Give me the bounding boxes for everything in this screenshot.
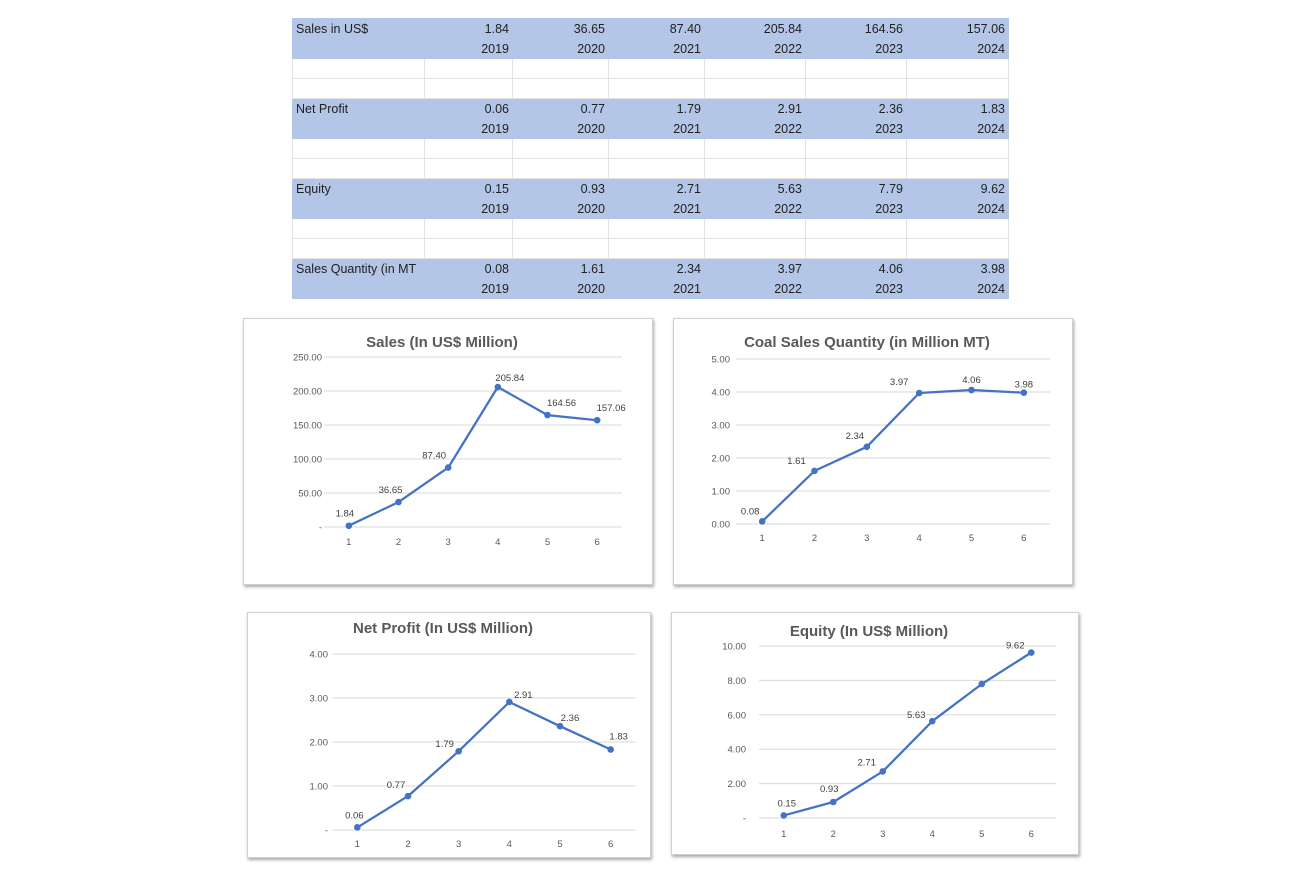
- x-tick-label: 5: [979, 829, 985, 840]
- year-cell: 2023: [806, 199, 907, 219]
- data-point: [545, 412, 551, 418]
- x-tick-label: 6: [608, 839, 614, 850]
- empty-cell: [806, 219, 907, 239]
- row-label: Sales Quantity (in MT: [293, 259, 425, 279]
- data-label: 9.62: [1006, 640, 1025, 652]
- empty-cell: [609, 159, 705, 179]
- value-cell: 2.71: [609, 179, 705, 199]
- year-cell: 2024: [907, 199, 1009, 219]
- year-cell: 2024: [907, 119, 1009, 139]
- year-cell: 2020: [513, 279, 609, 299]
- empty-cell: [425, 139, 513, 159]
- data-point: [594, 417, 600, 423]
- x-tick-label: 1: [781, 829, 787, 840]
- x-tick-label: 2: [830, 829, 836, 840]
- data-point: [812, 468, 818, 474]
- value-cell: 9.62: [907, 179, 1009, 199]
- y-tick-label: 200.00: [292, 386, 322, 398]
- data-point: [759, 519, 765, 525]
- data-point: [346, 523, 352, 529]
- y-tick-label: 50.00: [298, 488, 322, 500]
- value-cell: 2.34: [609, 259, 705, 279]
- data-point: [979, 681, 985, 687]
- x-tick-label: 4: [929, 829, 935, 840]
- empty-cell: [293, 119, 425, 139]
- data-table: [292, 18, 1009, 299]
- x-tick-label: 1: [354, 839, 360, 850]
- value-cell: 87.40: [609, 19, 705, 39]
- empty-cell: [513, 159, 609, 179]
- data-label: 3.97: [889, 376, 909, 388]
- data-label: 36.65: [378, 485, 403, 497]
- data-point: [864, 444, 870, 450]
- empty-cell: [513, 239, 609, 259]
- value-cell: 205.84: [705, 19, 806, 39]
- x-tick-label: 3: [456, 839, 462, 850]
- chart-svg: [244, 319, 652, 584]
- y-tick-label: 100.00: [292, 454, 322, 466]
- row-label: Equity: [293, 179, 425, 199]
- data-label: 5.63: [907, 710, 926, 722]
- data-label: 87.40: [422, 450, 447, 462]
- x-tick-label: 1: [346, 537, 352, 548]
- data-label: 157.06: [596, 403, 626, 415]
- empty-cell: [293, 159, 425, 179]
- empty-cell: [293, 279, 425, 299]
- year-cell: 2019: [425, 199, 513, 219]
- year-cell: 2021: [609, 39, 705, 59]
- chart-title: Sales (In US$ Million): [366, 334, 518, 351]
- y-tick-label: 4.00: [727, 744, 746, 756]
- year-cell: 2023: [806, 119, 907, 139]
- value-cell: 2.91: [705, 99, 806, 119]
- empty-cell: [907, 219, 1009, 239]
- value-cell: 3.98: [907, 259, 1009, 279]
- data-label: 1.83: [609, 731, 628, 743]
- empty-cell: [705, 79, 806, 99]
- empty-cell: [705, 139, 806, 159]
- y-tick-label: 5.00: [711, 354, 730, 366]
- equity-chart: [671, 612, 1079, 855]
- empty-cell: [425, 79, 513, 99]
- net-profit-chart: [247, 612, 651, 858]
- x-tick-label: 5: [557, 839, 563, 850]
- chart-title: Coal Sales Quantity (in Million MT): [744, 334, 990, 351]
- data-label: 1.61: [787, 455, 806, 467]
- table-row: [293, 259, 1009, 279]
- x-tick-label: 5: [544, 537, 551, 548]
- year-cell: 2021: [609, 279, 705, 299]
- empty-cell: [293, 39, 425, 59]
- x-tick-label: 2: [395, 537, 402, 548]
- data-label: 164.56: [546, 398, 577, 410]
- y-tick-label: 2.00: [727, 779, 746, 791]
- data-point: [781, 813, 787, 819]
- table-row: [293, 19, 1009, 39]
- y-tick-label: 4.00: [309, 649, 328, 661]
- empty-cell: [806, 79, 907, 99]
- x-tick-label: 4: [916, 533, 922, 544]
- table-row: [293, 119, 1009, 139]
- data-point: [969, 387, 975, 393]
- empty-cell: [425, 219, 513, 239]
- data-label: 0.15: [777, 798, 796, 810]
- y-tick-label: 3.00: [309, 693, 328, 705]
- empty-row: [293, 79, 1009, 99]
- year-cell: 2023: [806, 39, 907, 59]
- year-cell: 2023: [806, 279, 907, 299]
- data-label: 0.08: [740, 506, 760, 518]
- y-tick-label: 2.00: [711, 453, 730, 465]
- empty-cell: [293, 219, 425, 239]
- empty-row: [293, 139, 1009, 159]
- empty-row: [293, 159, 1009, 179]
- empty-cell: [293, 199, 425, 219]
- y-tick-label: 2.00: [309, 737, 328, 749]
- empty-cell: [609, 219, 705, 239]
- empty-cell: [425, 159, 513, 179]
- x-tick-label: 6: [1021, 533, 1027, 544]
- y-tick-label: -: [324, 825, 328, 837]
- data-point: [916, 390, 922, 396]
- year-cell: 2022: [705, 39, 806, 59]
- chart-svg: [674, 319, 1072, 584]
- data-label: 1.79: [435, 739, 454, 751]
- empty-cell: [293, 59, 425, 79]
- year-cell: 2022: [705, 279, 806, 299]
- coal-sales-quantity-chart: [673, 318, 1073, 585]
- empty-cell: [806, 139, 907, 159]
- empty-cell: [293, 239, 425, 259]
- empty-cell: [907, 139, 1009, 159]
- chart-title: Equity (In US$ Million): [789, 623, 949, 640]
- empty-cell: [425, 239, 513, 259]
- y-tick-label: -: [742, 813, 746, 825]
- value-cell: 0.06: [425, 99, 513, 119]
- x-tick-label: 3: [880, 829, 886, 840]
- empty-row: [293, 59, 1009, 79]
- value-cell: 2.36: [806, 99, 907, 119]
- y-tick-label: 6.00: [727, 710, 746, 722]
- y-tick-label: -: [318, 522, 322, 534]
- table-row: [293, 99, 1009, 119]
- empty-row: [293, 219, 1009, 239]
- empty-cell: [513, 139, 609, 159]
- chart-title: Net Profit (In US$ Million): [353, 620, 533, 637]
- data-label: 0.77: [386, 780, 406, 792]
- y-tick-label: 150.00: [292, 420, 322, 432]
- y-tick-label: 8.00: [727, 675, 746, 687]
- x-tick-label: 5: [968, 533, 975, 544]
- y-tick-label: 4.00: [711, 387, 730, 399]
- empty-cell: [513, 219, 609, 239]
- value-cell: 7.79: [806, 179, 907, 199]
- empty-cell: [609, 139, 705, 159]
- x-tick-label: 2: [811, 533, 818, 544]
- value-cell: 36.65: [513, 19, 609, 39]
- value-cell: 1.84: [425, 19, 513, 39]
- year-cell: 2019: [425, 39, 513, 59]
- data-point: [929, 718, 935, 724]
- data-label: 2.71: [857, 757, 876, 769]
- data-point: [495, 384, 501, 390]
- year-cell: 2019: [425, 279, 513, 299]
- data-point: [1028, 650, 1034, 656]
- data-point: [608, 747, 614, 753]
- data-point: [1021, 390, 1027, 396]
- empty-cell: [425, 59, 513, 79]
- chart-svg: [672, 613, 1078, 854]
- row-label: Sales in US$: [293, 19, 425, 39]
- x-tick-label: 3: [864, 533, 870, 544]
- empty-cell: [907, 79, 1009, 99]
- value-cell: 164.56: [806, 19, 907, 39]
- x-tick-label: 1: [759, 533, 765, 544]
- table-row: [293, 279, 1009, 299]
- empty-cell: [806, 59, 907, 79]
- value-cell: 0.15: [425, 179, 513, 199]
- data-point: [830, 799, 836, 805]
- year-cell: 2020: [513, 199, 609, 219]
- empty-cell: [513, 79, 609, 99]
- value-cell: 0.93: [513, 179, 609, 199]
- value-cell: 4.06: [806, 259, 907, 279]
- value-cell: 5.63: [705, 179, 806, 199]
- x-tick-label: 4: [506, 839, 512, 850]
- data-point: [445, 465, 451, 471]
- value-cell: 3.97: [705, 259, 806, 279]
- data-point: [456, 748, 462, 754]
- y-tick-label: 10.00: [722, 641, 746, 653]
- data-label: 2.91: [514, 689, 533, 701]
- row-label: Net Profit: [293, 99, 425, 119]
- empty-cell: [907, 159, 1009, 179]
- data-point: [396, 499, 402, 505]
- y-tick-label: 1.00: [711, 486, 730, 498]
- year-cell: 2020: [513, 39, 609, 59]
- empty-cell: [293, 139, 425, 159]
- value-cell: 1.79: [609, 99, 705, 119]
- table-row: [293, 39, 1009, 59]
- year-cell: 2024: [907, 39, 1009, 59]
- empty-row: [293, 239, 1009, 259]
- data-point: [880, 769, 886, 775]
- year-cell: 2022: [705, 119, 806, 139]
- empty-cell: [609, 59, 705, 79]
- empty-cell: [907, 59, 1009, 79]
- year-cell: 2024: [907, 279, 1009, 299]
- year-cell: 2021: [609, 199, 705, 219]
- x-tick-label: 3: [445, 537, 451, 548]
- data-point: [405, 793, 411, 799]
- sales-chart: [243, 318, 653, 585]
- value-cell: 1.83: [907, 99, 1009, 119]
- year-cell: 2022: [705, 199, 806, 219]
- x-tick-label: 2: [405, 839, 411, 850]
- data-label: 2.36: [560, 713, 580, 725]
- empty-cell: [907, 239, 1009, 259]
- empty-cell: [609, 239, 705, 259]
- data-point: [507, 699, 513, 705]
- data-label: 0.06: [345, 810, 364, 822]
- y-tick-label: 250.00: [292, 352, 322, 364]
- data-label: 205.84: [495, 373, 525, 385]
- data-label: 4.06: [962, 375, 981, 387]
- empty-cell: [806, 239, 907, 259]
- x-tick-label: 6: [1028, 829, 1034, 840]
- year-cell: 2019: [425, 119, 513, 139]
- x-tick-label: 4: [495, 537, 501, 548]
- empty-cell: [806, 159, 907, 179]
- value-cell: 157.06: [907, 19, 1009, 39]
- value-cell: 1.61: [513, 259, 609, 279]
- data-label: 2.34: [845, 430, 865, 442]
- value-cell: 0.08: [425, 259, 513, 279]
- data-label: 3.98: [1014, 379, 1034, 391]
- data-point: [557, 723, 563, 729]
- data-point: [355, 825, 361, 831]
- empty-cell: [609, 79, 705, 99]
- table-row: [293, 199, 1009, 219]
- empty-cell: [513, 59, 609, 79]
- data-label: 0.93: [820, 784, 839, 796]
- y-tick-label: 3.00: [711, 420, 730, 432]
- x-tick-label: 6: [594, 537, 600, 548]
- year-cell: 2020: [513, 119, 609, 139]
- value-cell: 0.77: [513, 99, 609, 119]
- data-label: 1.84: [335, 508, 355, 520]
- year-cell: 2021: [609, 119, 705, 139]
- chart-svg: [248, 613, 650, 857]
- empty-cell: [705, 239, 806, 259]
- y-tick-label: 0.00: [711, 519, 730, 531]
- table-row: [293, 179, 1009, 199]
- y-tick-label: 1.00: [309, 781, 328, 793]
- empty-cell: [293, 79, 425, 99]
- empty-cell: [705, 219, 806, 239]
- empty-cell: [705, 59, 806, 79]
- empty-cell: [705, 159, 806, 179]
